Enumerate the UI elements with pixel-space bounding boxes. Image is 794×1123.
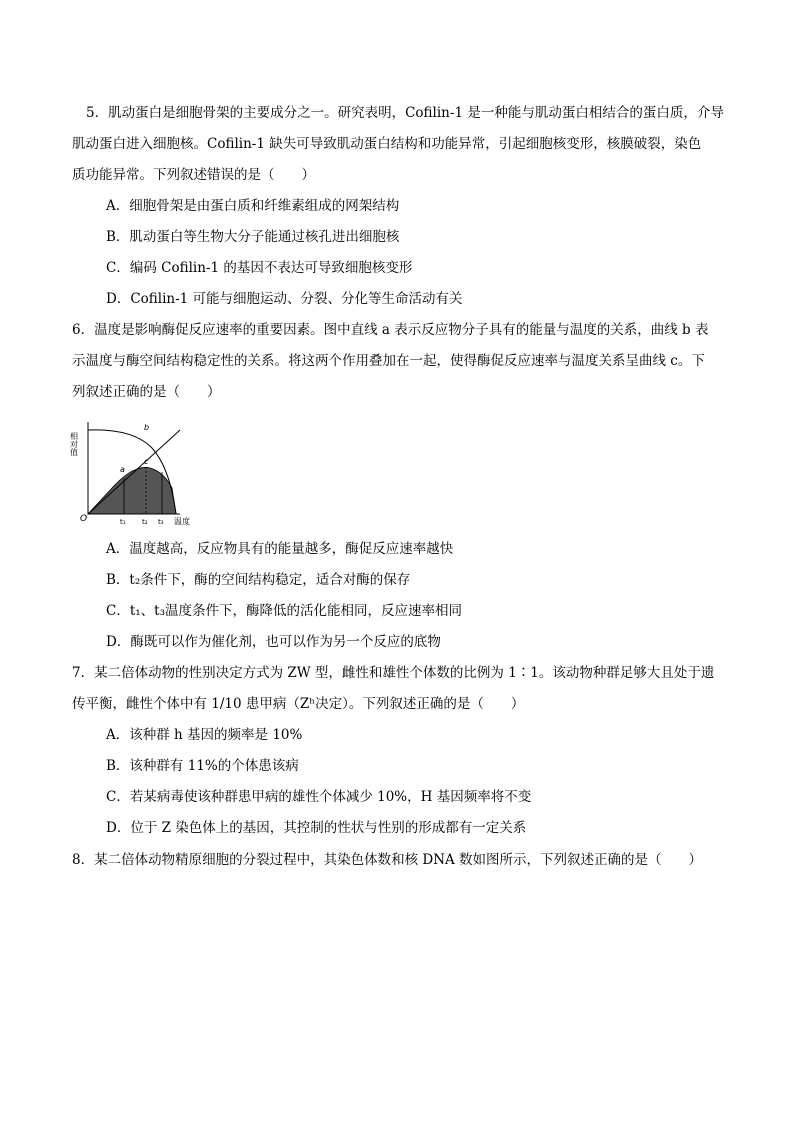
label-a: a	[120, 465, 125, 474]
x-axis-label: 温度	[174, 517, 190, 526]
q6-stem-line-2: 示温度与酶空间结构稳定性的关系。将这两个作用叠加在一起，使得酶促反应速率与温度关系呈曲线 c。下	[72, 353, 705, 369]
q5-stem-line-2: 肌动蛋白进入细胞核。Cofilin-1 缺失可导致肌动蛋白结构和功能异常，引起细胞核变形，核膜破裂，染色	[72, 136, 702, 152]
q5-option-d: D．Cofilin-1 可能与细胞运动、分裂、分化等生命活动有关	[106, 291, 463, 307]
q6-option-a: A．温度越高，反应物具有的能量越多，酶促反应速率越快	[106, 541, 454, 557]
q5-stem-line-1: 5．肌动蛋白是细胞骨架的主要成分之一。研究表明，Cofilin-1 是一种能与肌动蛋白相结合的蛋白质，介导	[86, 105, 724, 121]
q5-option-b: B．肌动蛋白等生物大分子能通过核孔进出细胞核	[106, 229, 400, 245]
label-b: b	[144, 423, 150, 432]
enzyme-temperature-figure	[69, 418, 202, 526]
q5-option-c: C．编码 Cofilin-1 的基因不表达可导致细胞核变形	[106, 260, 413, 276]
label-c: c	[144, 457, 149, 466]
q6-option-b: B．t₂条件下，酶的空间结构稳定，适合对酶的保存	[106, 572, 411, 588]
q6-stem-line-1: 6．温度是影响酶促反应速率的重要因素。图中直线 a 表示反应物分子具有的能量与温度的关系，曲线 b 表	[72, 322, 709, 338]
origin-label: O	[80, 514, 88, 524]
q7-stem-line-2: 传平衡，雌性个体中有 1/10 患甲病（Zʰ决定）。下列叙述正确的是（ ）	[72, 696, 525, 712]
q6-option-c: C．t₁、t₃温度条件下，酶降低的活化能相同，反应速率相同	[106, 603, 463, 619]
q8-stem-line-1: 8．某二倍体动物精原细胞的分裂过程中，其染色体数和核 DNA 数如图所示，下列叙述正确的是（ ）	[72, 852, 703, 868]
q7-option-b: B．该种群有 11%的个体患该病	[106, 758, 299, 774]
q7-option-d: D．位于 Z 染色体上的基因，其控制的性状与性别的形成都有一定关系	[106, 820, 527, 836]
tick-t1: t₁	[120, 518, 126, 526]
q7-option-a: A．该种群 h 基因的频率是 10%	[106, 727, 303, 743]
tick-t2: t₂	[142, 518, 148, 526]
y-axis-label: 相对值	[69, 432, 79, 456]
tick-t3: t₃	[158, 518, 164, 526]
q5-stem-line-3: 质功能异常。下列叙述错误的是（ ）	[72, 167, 315, 183]
q5-option-a: A．细胞骨架是由蛋白质和纤维素组成的网架结构	[106, 198, 400, 214]
q6-stem-line-3: 列叙述正确的是（ ）	[72, 384, 221, 400]
q7-stem-line-1: 7．某二倍体动物的性别决定方式为 ZW 型，雌性和雄性个体数的比例为 1∶1。该动物种群足够大且处于遗	[72, 665, 715, 681]
q6-option-d: D．酶既可以作为催化剂，也可以作为另一个反应的底物	[106, 634, 441, 650]
q7-option-c: C．若某病毒使该种群患甲病的雄性个体减少 10%，H 基因频率将不变	[106, 789, 532, 805]
